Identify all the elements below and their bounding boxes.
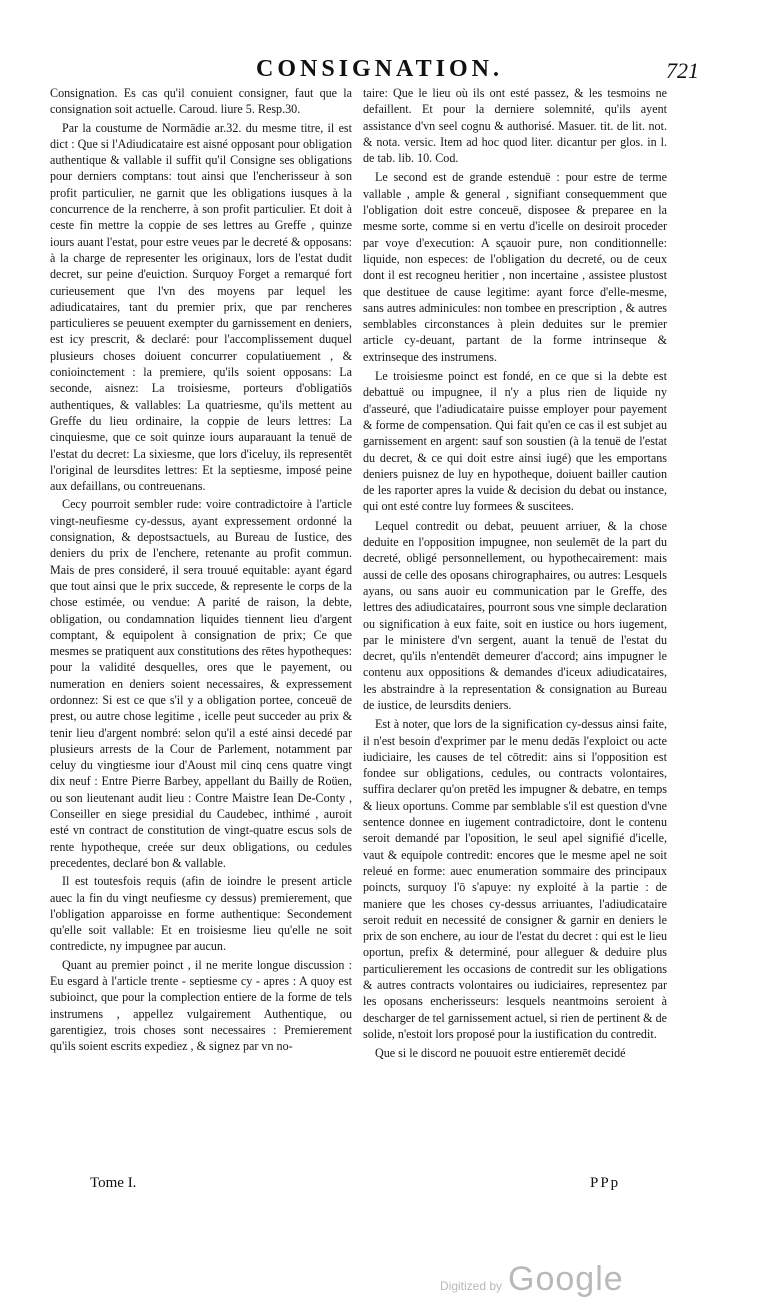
paragraph: Que si le discord ne pouuoit estre entieremēt decidé	[375, 1046, 626, 1061]
running-title: CONSIGNATION.	[256, 56, 503, 82]
page-number: 721	[666, 58, 699, 83]
paragraph: Cecy pourroit sembler rude: voire contradictoire à l'article vingt-neufiesme cy-dessus, ayant expressement ordonné la consignation, & depostsactuels, au Bureau de Iustice, des deniers du prix de l'enchere, retenante au profit commun. Mais de pres consideré, il sera trouué equitable: ayant égard que tout ainsi que le prix succede, & represente le corps de la chose estimée, ou vendue: A parité de raison, la debte, obligation, ou condamnation liquides tiennent lieu d'argent comptant, & equipolent à consignation de prix; Ce que mesmes se pratiquent aux constitutions des rētes hypotheques: pour la validité desquelles, ores que le payement, ou numeration en deniers soient necessaires, & expressement ordonnez: Si est ce que s'il y a obligation portee, conceuë de prest, ou autre chose legitime , icelle peut succeder au prix & tenir lieu d'argent nombré: selon qu'il a esté ainsi decedé par plusieurs arrests de la Cour de Parlement, notamment par celuy du vingtiesme iour d'Aoust mil cinq cens quatre vingt dix neuf : Entre Pierre Barbey, appellant du Bailly de Roüen, ou son lieutenant audit lieu : Contre Maistre Iean De-Conty , Conseiller en siege presidial du Caudebec, inthimé , auroit esté vn contract de constitution de vingt-quatre escus sols de rente hypotheque, creée sur deux obligations, ou cedules precedentes, declaré bon & vallable.	[50, 497, 352, 870]
left-column	[50, 85, 352, 1055]
paragraph: Quant au premier poinct , il ne merite longue discussion : Eu esgard à l'article trente - septiesme cy - apres : A quoy est subioinct, que pour la complection entiere de la forme de tels instrumens , appellez vulgairement Authentique, ou garentigiez, trois choses sont necessaires : Premierement qu'ils soient escrits expediez , & signez par vn no-	[50, 957, 352, 1054]
paragraph: Le troisiesme poinct est fondé, en ce que si la debte est debattuë ou impugnee, il n'y a plus rien de liquide ny d'asseuré, que l'adiudicataire puisse employer pour payement & forme de compensation. Qui fait qu'en ce cas il est subjet au garnissement en argent: sauf son soustien (à la tenuë de l'estat du decret, & ce qui doit estre ainsi iugé) que les emportans deniers puisnez de luy en hypotheque, doiuent bailler caution de les raporter apres la vuide & decision du debat ou instance, qui ont esté contre luy formees & suscitees.	[363, 369, 667, 514]
paragraph: Par la coustume de Normādie ar.32. du mesme titre, il est dict : Que si l'Adiudicataire est aisné opposant pour obligation authentique & vallable il suffit qu'il Consigne ses obligations pour derniers comptans: tout ainsi que l'encherisseur à son profit particulier, ne garnit que les obligations iusques à la concurrence de la rencherre, à son profit particulier. Et doit à ceste fin mettre la coppie de ses lettres au Greffe , quinze iours auant l'estat, pour estre veues par le decreté & opposans: à la charge de representer les originaux, lors de l'estat dudit decret, sur peine d'euiction. Surquoy Forget a remarqué fort curieusement que l'vn des moyens par lequel les adiudicataires, tant du premier prix, que par rencheres particulieres se peuuent exempter du garnissement en deniers, est icy prescrit, & declaré: pour l'accomplissement duquel plusieurs choses doiuent concurrer copulatiuement , & conioinctement : la premiere, qu'ils soient opposans: La seconde, aisnez: La troisiesme, porteurs d'obligatiōs authentiques, & vallables: La quatriesme, qu'ils mettent au Greffe du lieu ordinaire, la coppie de leurs lettres: La cinquiesme, que ce soit quinze iours auparauant la tenuë de l'estat du decret: La sixiesme, que lors d'iceluy, ils representēt l'original de leursdites lettres: Et la septiesme, imposé peine aux defaillans, ou contreuenans.	[50, 120, 352, 494]
paragraph: Consignation. Es cas qu'il conuient consigner, faut que la consignation soit actuelle. Caroud. liure 5. Resp.30.	[50, 86, 352, 117]
right-column	[363, 85, 667, 1062]
google-logo: Google	[508, 1260, 624, 1298]
watermark-prefix: Digitized by	[440, 1279, 503, 1293]
paragraph: Le second est de grande estenduë : pour estre de terme vallable , ample & general , signifiant consequemment que l'obligation doit estre conceuë, disposee & preparee en la mesme sorte, comme si en vertu d'icelle on desiroit proceder par voye d'execution: A sçauoir pure, non conditionnelle: liquide, non especes: de l'obligation du decreté, ou de ceux dont il est recogneu heritier , non incertaine , assistee plustost que destituee de cause legitime: ayant force d'elle-mesme, sans autres adminicules: non tombee en prescription , & autres semblables circonstances à plein deduites sur le premier article cy-deuant, partant de la forme intrinseque & extrinseque des instrumens.	[363, 170, 667, 364]
paragraph: Est à noter, que lors de la signification cy-dessus ainsi faite, il n'est besoin d'exprimer par le menu dedās l'exploict ou acte iudiciaire, les causes de tel cōtredit: ains si l'opposition est fondee sur obligations, cedules, ou contracts volontaires, suffira declarer qu'on pretēd les impugner & debatre, en temps & lieux oportuns. Comme par semblable s'il est question d'vne sentence donnee en iugement contradictoire, dont le contenu seroit demandé par l'oposition, le seul apel signifié d'icelle, vaut & equipole contredit: encores que le mesme apel ne soit releué en forme: auec enumeration sommaire des principaux poincts, surquoy l'ō s'apuye: ny exploité à la partie : de maniere que les choses cy-dessus arriuantes, l'adiudicataire seroit reduit en necessité de consigner & garnir en deniers le prix de son enchere, au iour de l'estat du decret : qui est le lieu oportun, prefix & determiné, pour alleguer & deduire plus particulierement les occasions de contredit sur les obligations & autres contracts volontaires ou iudiciaires, representez par les oposans encherisseurs: lesquels neantmoins seroient à descharger de tel garnissement actuel, si rien de pertinent & de solide, n'estoit lors proposé pour la iustification du contredit.	[363, 717, 667, 1041]
paragraph: taire: Que le lieu où ils ont esté passez, & les tesmoins ne defaillent. Et pour la derniere solemnité, qu'ils ayent assistance d'vn seel cognu & authorisé. Masuer. tit. de lit. not. & nota. versic. Item ad hoc quod liter. dicantur per glos. in l. de tab. lib. 10. Cod.	[363, 86, 667, 166]
paragraph: Il est toutesfois requis (afin de ioindre le present article auec la fin du vingt neufiesme cy dessus) premierement, que l'obligation apparoisse en forme authentique: Secondement qu'elle soit vallable: Et en troisiesme lieu qu'elle ne soit contredicte, ny impugnee par aucun.	[50, 874, 352, 954]
digitized-watermark	[440, 1260, 624, 1299]
paragraph: Lequel contredit ou debat, peuuent arriuer, & la chose deduite en l'opposition impugnee, non seulemēt de la part du decreté, obligé personnellement, ou hypothecairement: mais aussi de celle des oposans chirographaires, ou autres: Lesquels ayans, ou sans auoir eu communication par le Greffe, des lettres des adiudicataires, pourront sous vne simple declaration ou signification à eux faite, soit en iustice ou hors iugement, par le ministere d'vn sergent, auant la tenuë de l'estat du decret, qu'ils n'entendēt demeurer d'accord; ains impugner le contenu aux oppositions & demandes d'iceux adiudicataires, les abstraindre à la representation & consignation au Bureau de iustice, de leursdits deniers.	[363, 518, 667, 712]
signature-mark: PPp	[590, 1175, 621, 1191]
volume-label: Tome I.	[90, 1175, 137, 1191]
